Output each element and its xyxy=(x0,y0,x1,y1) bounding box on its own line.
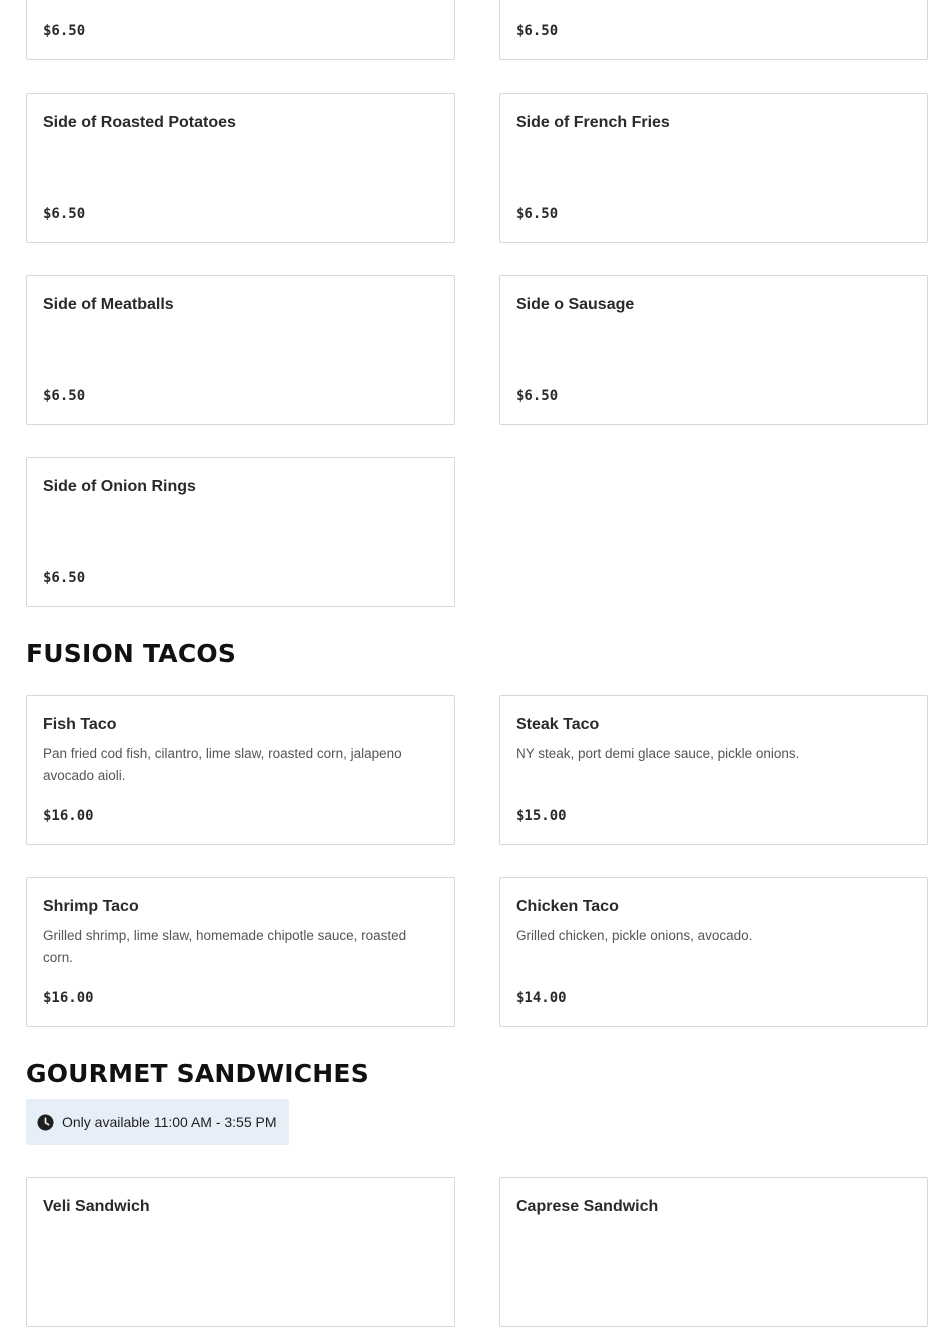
menu-item-description: Pan fried cod fish, cilantro, lime slaw, roasted corn, jalapeno avocado aioli. xyxy=(43,746,402,783)
menu-item-name: Fish Taco xyxy=(43,716,117,733)
menu-item-card[interactable] xyxy=(26,695,455,845)
menu-item-card[interactable] xyxy=(499,93,928,243)
menu-item-name: Side o Sausage xyxy=(516,296,635,313)
menu-item-description: Grilled chicken, pickle onions, avocado. xyxy=(516,928,753,943)
menu-item-card[interactable] xyxy=(26,1177,455,1327)
clock-icon xyxy=(37,1114,54,1131)
menu-item-name: Side of Onion Rings xyxy=(43,478,196,495)
menu-item-name: Side of Meatballs xyxy=(43,296,174,313)
menu-item-card[interactable] xyxy=(499,877,928,1027)
availability-notice xyxy=(26,1099,289,1145)
menu-item-name: Caprese Sandwich xyxy=(516,1198,659,1215)
section-title-fusion-tacos: FUSION TACOS xyxy=(26,639,237,668)
section-title-gourmet-sandwiches: GOURMET SANDWICHES xyxy=(26,1059,369,1088)
menu-item-price: $6.50 xyxy=(516,388,559,404)
menu-item-card[interactable] xyxy=(26,0,455,60)
menu-item-card[interactable] xyxy=(499,0,928,60)
menu-item-price: $14.00 xyxy=(516,990,567,1006)
menu-item-description: NY steak, port demi glace sauce, pickle onions. xyxy=(516,746,800,761)
menu-item-card[interactable] xyxy=(26,93,455,243)
menu-item-name: Shrimp Taco xyxy=(43,898,139,915)
menu-item-price: $6.50 xyxy=(43,388,86,404)
menu-item-name: Chicken Taco xyxy=(516,898,619,915)
menu-item-price: $6.50 xyxy=(516,206,559,222)
availability-text: Only available 11:00 AM - 3:55 PM xyxy=(62,1114,277,1130)
menu-item-card[interactable] xyxy=(499,275,928,425)
menu-item-price: $6.50 xyxy=(43,570,86,586)
menu-item-price: $6.50 xyxy=(43,23,86,39)
menu-item-card[interactable] xyxy=(499,695,928,845)
menu-item-card[interactable] xyxy=(499,1177,928,1327)
menu-item-name: Side of Roasted Potatoes xyxy=(43,114,236,131)
menu-item-price: $6.50 xyxy=(43,206,86,222)
menu-item-name: Side of French Fries xyxy=(516,114,670,131)
menu-item-price: $6.50 xyxy=(516,23,559,39)
menu-item-price: $15.00 xyxy=(516,808,567,824)
menu-item-price: $16.00 xyxy=(43,990,94,1006)
menu-item-description: Grilled shrimp, lime slaw, homemade chipotle sauce, roasted corn. xyxy=(43,928,407,965)
menu-item-card[interactable] xyxy=(26,275,455,425)
menu-item-card[interactable] xyxy=(26,877,455,1027)
menu-item-card[interactable] xyxy=(26,457,455,607)
menu-item-name: Steak Taco xyxy=(516,716,600,733)
menu-item-name: Veli Sandwich xyxy=(43,1198,150,1215)
menu-item-price: $16.00 xyxy=(43,808,94,824)
